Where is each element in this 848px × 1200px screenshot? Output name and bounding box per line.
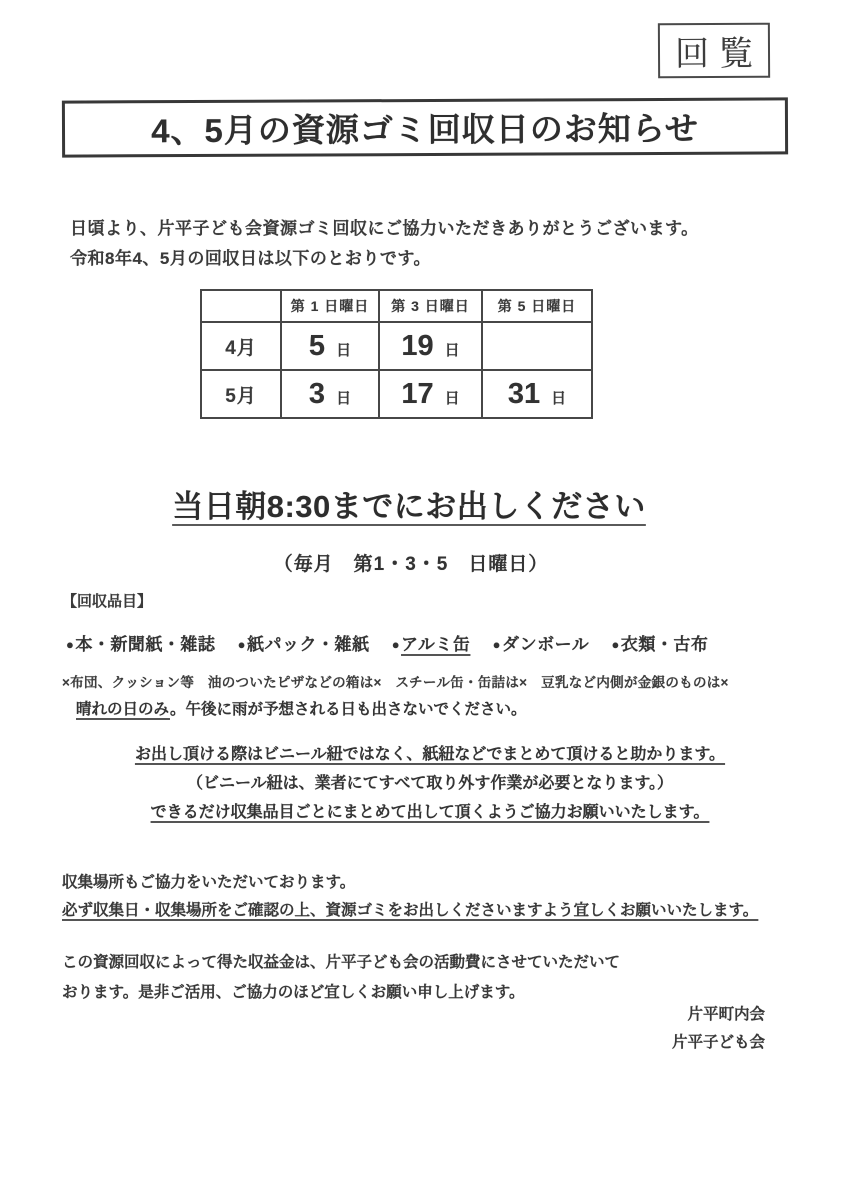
day-suffix: 日 — [336, 389, 352, 407]
circulation-stamp-text: 回覧 — [674, 35, 764, 74]
deadline-heading: 当日朝8:30までにお出しください — [172, 489, 646, 524]
table-header-fifth-sunday: 第 5 日曜日 — [482, 290, 592, 322]
bundling-note-line-3: できるだけ収集品目ごとにまとめて出して頂くようご協力お願いいたします。 — [150, 804, 710, 821]
excluded-items-line: ×布団、クッション等 油のついたピザなどの箱は× スチール缶・缶詰は× 豆乳など内側が金銀のものは× — [62, 675, 729, 690]
table-cell-april-1 — [281, 322, 379, 370]
table-corner-cell — [201, 290, 281, 322]
page-title: 4、5月の資源ゴミ回収日のお知らせ — [151, 109, 699, 150]
day-number: 5 — [308, 329, 326, 362]
bullet-icon: ● — [391, 636, 401, 652]
bullet-icon: ● — [492, 636, 501, 652]
list-item — [612, 635, 709, 654]
bundling-note-line-1: お出し頂ける際はビニール紐ではなく、紙紐などでまとめて頂けると助かります。 — [134, 746, 726, 763]
location-note-line-1: 収集場所もご協力をいただいております。 — [62, 874, 356, 891]
day-number: 3 — [308, 377, 326, 410]
list-item — [238, 635, 370, 654]
day-number: 19 — [401, 329, 434, 362]
location-note-line-2: 必ず収集日・収集場所をご確認の上、資源ゴミをお出しくださいますよう宜しくお願いいたします。 — [62, 902, 759, 919]
deadline-heading-wrap — [0, 481, 848, 526]
bundling-notes — [0, 740, 848, 827]
item-books-newspaper: 本・新聞紙・雑誌 — [75, 635, 216, 654]
table-header-third-sunday: 第 3 日曜日 — [379, 290, 482, 322]
signature-block — [672, 1001, 765, 1057]
item-paper-cartons: 紙パック・雑紙 — [246, 635, 370, 654]
bullet-icon: ● — [611, 636, 620, 652]
table-cell-may-1 — [281, 370, 379, 418]
day-suffix: 日 — [551, 389, 567, 407]
table-cell-may-5 — [482, 370, 592, 418]
month-label-april: 4月 — [201, 322, 281, 370]
table-row-april — [201, 322, 592, 370]
frequency-note: （毎月 第1・3・5 日曜日） — [273, 554, 549, 575]
weather-note — [76, 697, 526, 719]
collection-items-list — [66, 630, 725, 655]
signature-town-association: 片平町内会 — [687, 1006, 765, 1023]
day-number: 31 — [507, 377, 541, 410]
list-item — [66, 635, 215, 654]
month-label-may: 5月 — [201, 370, 281, 418]
proceeds-paragraph — [62, 948, 620, 1008]
item-aluminum-cans: アルミ缶 — [401, 635, 471, 654]
circulation-stamp-box — [658, 23, 770, 79]
weather-note-underlined: 晴れの日のみ — [76, 701, 170, 718]
intro-line-2: 令和8年4、5月の回収日は以下のとおりです。 — [70, 249, 432, 268]
table-cell-april-5-empty — [482, 322, 592, 370]
table-cell-may-3 — [379, 370, 482, 418]
schedule-table — [200, 289, 593, 419]
weather-note-rest: 。午後に雨が予想される日も出さないでください。 — [169, 701, 527, 718]
proceeds-line-1: この資源回収によって得た収益金は、片平子ども会の活動費にさせていただいて — [62, 954, 621, 971]
day-suffix: 日 — [444, 341, 460, 359]
table-header-first-sunday: 第 1 日曜日 — [281, 290, 379, 322]
day-number: 17 — [401, 377, 434, 410]
day-suffix: 日 — [336, 341, 352, 359]
list-item — [493, 635, 590, 654]
bullet-icon: ● — [237, 636, 246, 652]
list-item — [392, 635, 471, 654]
table-row-may — [201, 370, 592, 418]
intro-line-1: 日頃より、片平子ども会資源ゴミ回収にご協力いただきありがとうございます。 — [70, 219, 699, 238]
table-cell-april-3 — [379, 322, 482, 370]
collection-items-label: 【回収品目】 — [62, 593, 153, 610]
day-suffix: 日 — [444, 389, 460, 407]
bundling-note-line-2: （ビニール紐は、業者にてすべて取り外す作業が必要となります。） — [186, 775, 674, 792]
title-box — [62, 97, 788, 157]
signature-children-association: 片平子ども会 — [671, 1034, 765, 1051]
bullet-icon: ● — [66, 636, 75, 652]
proceeds-line-2: おります。是非ご活用、ご協力のほど宜しくお願い申し上げます。 — [62, 984, 525, 1001]
item-clothing: 衣類・古布 — [620, 635, 709, 654]
item-cardboard: ダンボール — [501, 635, 590, 654]
intro-paragraph — [70, 214, 699, 274]
table-header-row — [201, 290, 592, 322]
